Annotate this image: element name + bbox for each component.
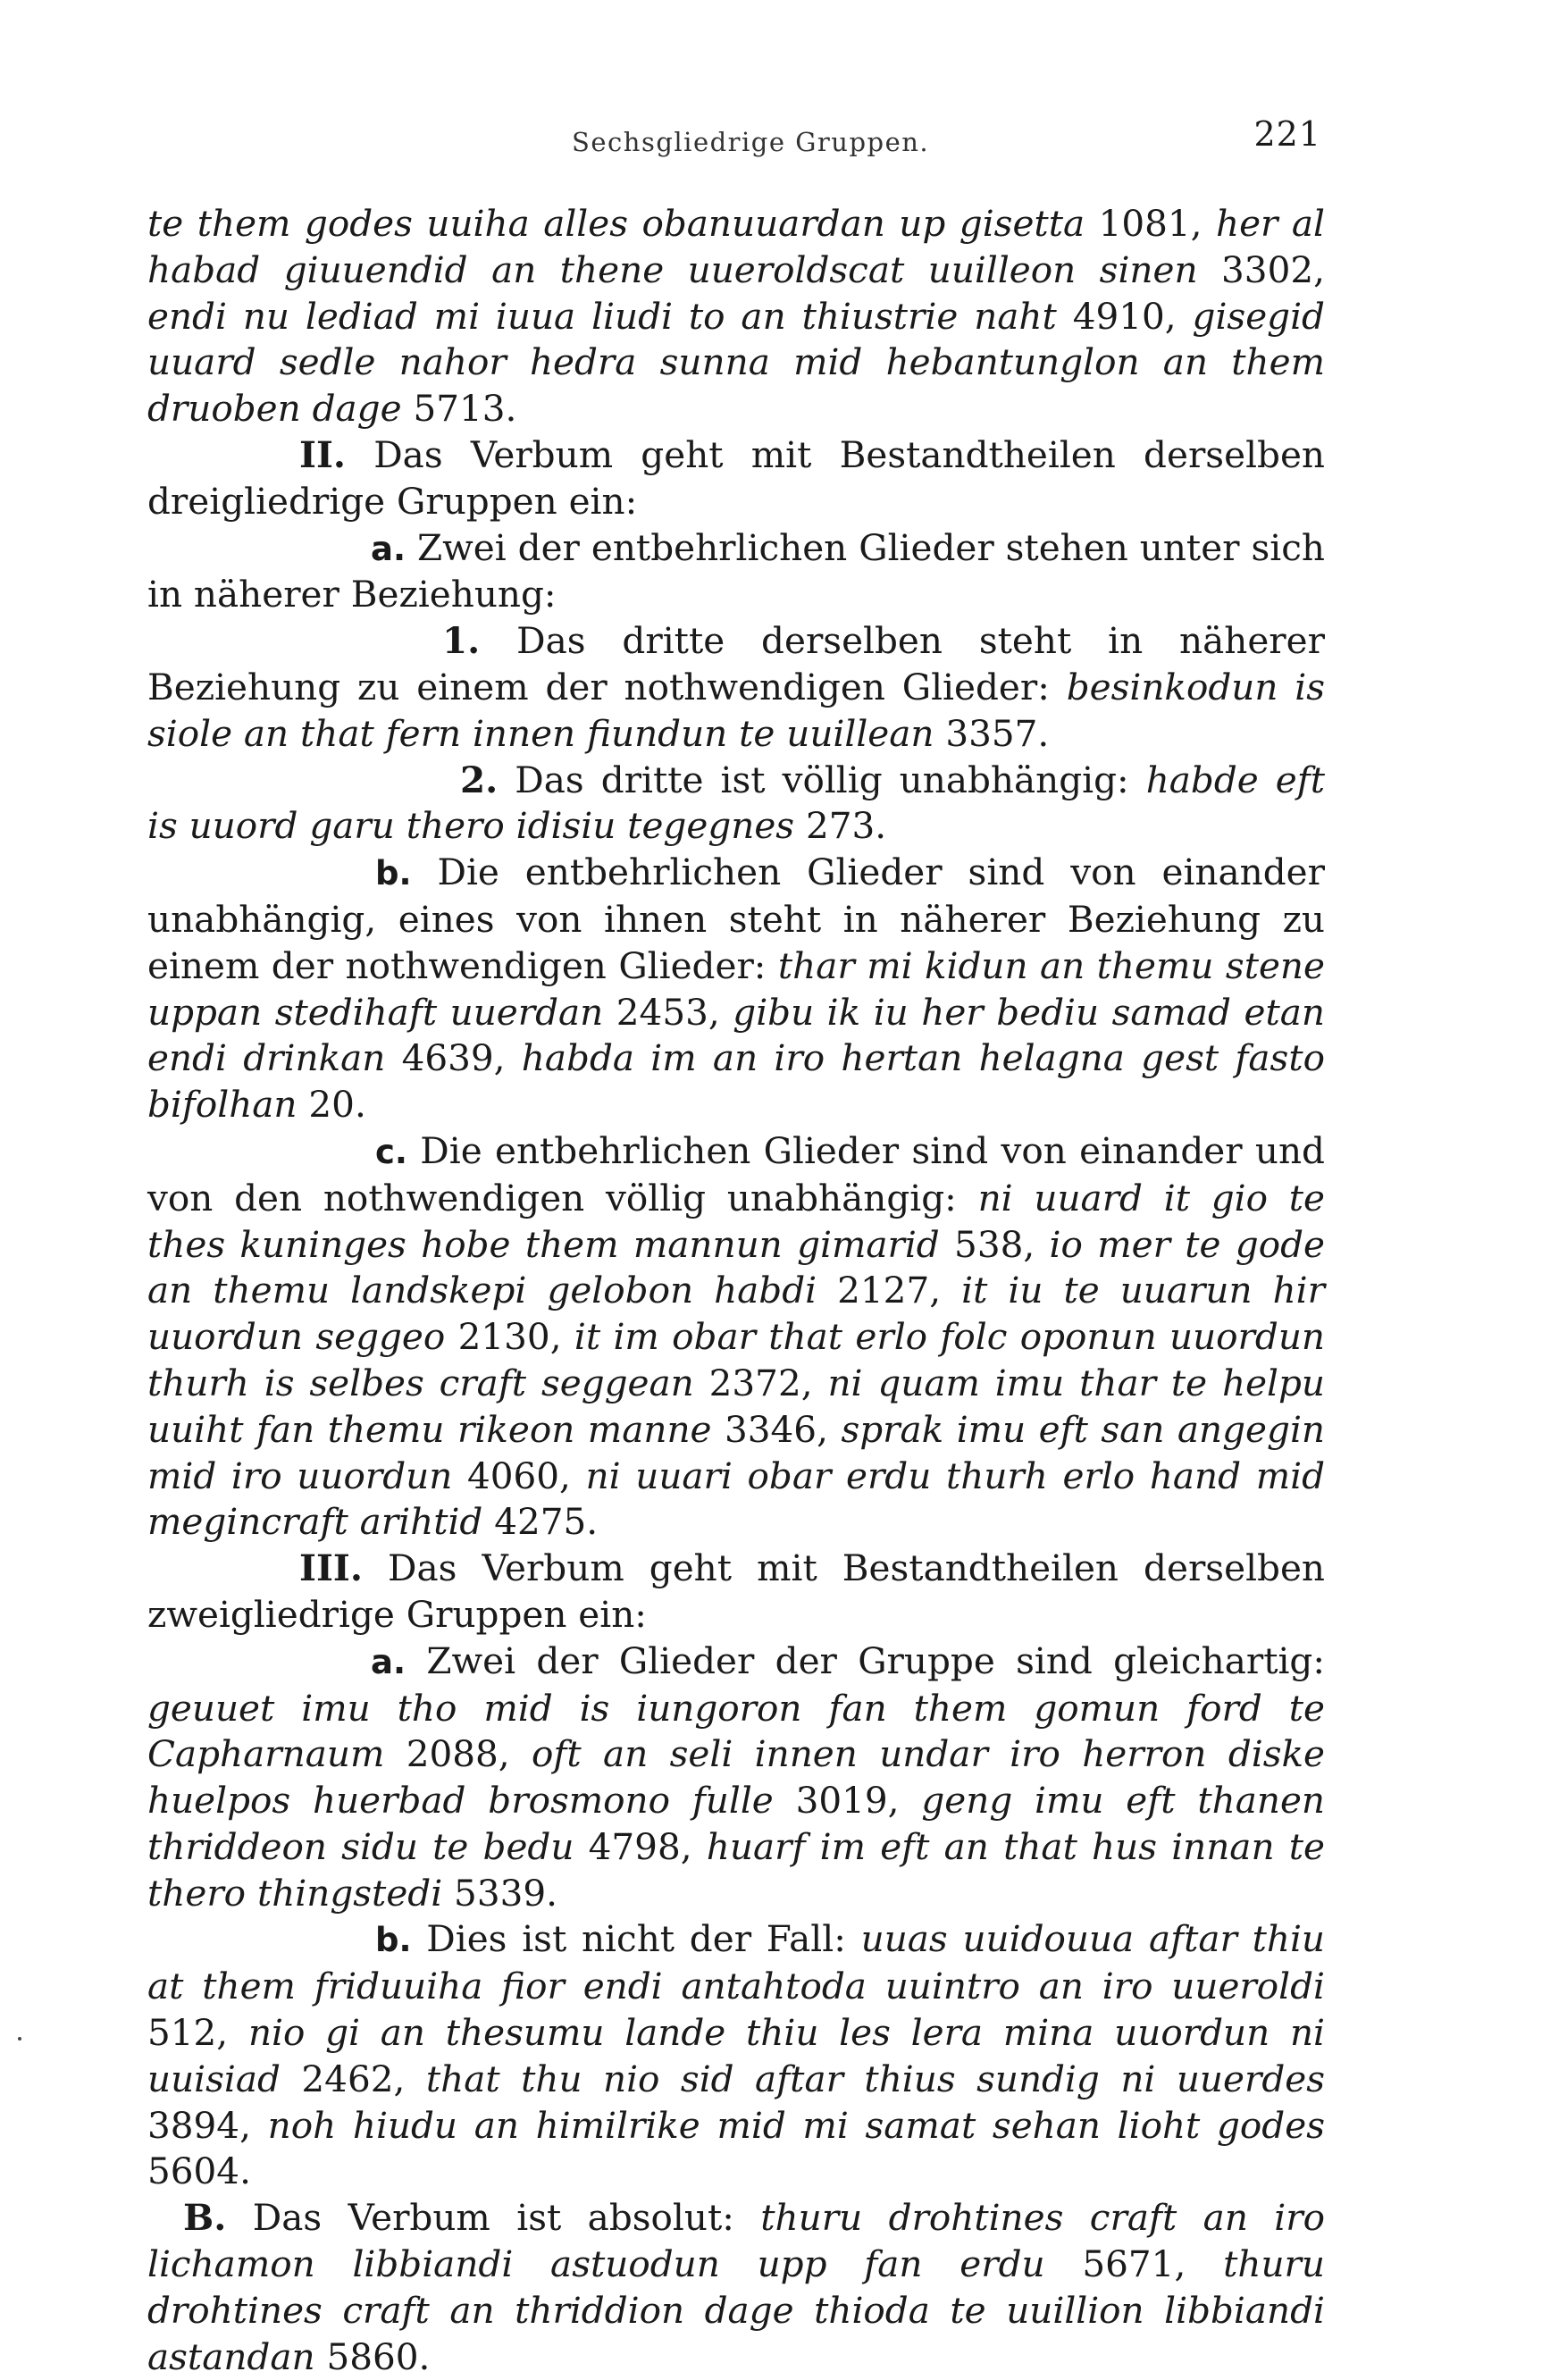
paragraph-continuation: te them godes uuiha alles obanuuardan up gisetta 1081, her al habad giuuendid an thene uueroldscat uuilleon sinen 3302, endi nu lediad mi iuua liudi to an thiustrie naht 4910, gisegid uuard sedle nahor hedra sunna mid hebantunglon an them druoben dage 5713. — [147, 202, 1325, 431]
section-ii-a-1: 1. Das dritte derselben steht in näherer Beziehung zu einem der nothwendigen Glieder: besinkodun is siole an that fern innen fiundun te uuillean 3357. — [147, 619, 1325, 755]
section-b: B. Das Verbum ist absolut: thuru drohtines craft an iro lichamon libbiandi astuodun upp fan erdu 5671, thuru drohtines craft an thriddion dage thioda te uuillion libbiandi astandan 5860. — [147, 2196, 1326, 2378]
section-label: b. — [375, 854, 412, 893]
section-label: a. — [371, 529, 406, 568]
section-label: B. — [183, 2196, 227, 2240]
section-ii-a-2: 2. Das dritte ist völlig unabhängig: habde eft is uuord garu thero idisiu tegegnes 273. — [147, 758, 1325, 848]
section-label: II. — [299, 432, 346, 476]
page-number: 221 — [1253, 114, 1321, 154]
section-label: 1. — [442, 619, 481, 663]
section-label: III. — [299, 1546, 363, 1590]
section-iii: III. Das Verbum geht mit Bestandtheilen derselben zweigliedrige Gruppen ein: — [147, 1546, 1325, 1636]
section-ii-a: a. Zwei der entbehrlichen Glieder stehen unter sich in näherer Beziehung: — [147, 525, 1325, 616]
section-label: a. — [371, 1642, 406, 1681]
page-header — [0, 105, 1567, 159]
section-iii-a: a. Zwei der Glieder der Gruppe sind gleichartig: geuuet imu tho mid is iungoron fan them gomun ford te Capharnaum 2088, oft an seli innen undar iro herron diske huelpos huerbad brosmono fulle 3019, geng imu eft thanen thriddeon sidu te bedu 4798, huarf im eft an that hus innan te thero thingstedi 5339. — [147, 1638, 1325, 1915]
section-ii: II. Das Verbum geht mit Bestandtheilen derselben dreigliedrige Gruppen ein: — [147, 432, 1325, 523]
section-ii-c: c. Die entbehrlichen Glieder sind von einander und von den nothwendigen völlig unabhängig: ni uuard it gio te thes kuninges hobe them mannun gimarid 538, io mer te gode an themu landskepi gelobon habdi 2127, it iu te uuarun hir uuordun seggeo 2130, it im obar that erlo folc oponun uuordun thurh is selbes craft seggean 2372, ni quam imu thar te helpu uuiht fan themu rikeon manne 3346, sprak imu eft san angegin mid iro uuordun 4060, ni uuari obar erdu thurh erlo hand mid megincraft arihtid 4275. — [147, 1128, 1325, 1544]
section-label: c. — [375, 1132, 407, 1171]
margin-speck — [18, 2037, 21, 2041]
section-iii-b: b. Dies ist nicht der Fall: uuas uuidouua aftar thiu at them friduuiha fior endi antahtoda uuintro an iro uueroldi 512, nio gi an thesumu lande thiu les lera mina uuordun ni uuisiad 2462, that thu nio sid aftar thius sundig ni uuerdes 3894, noh hiudu an himilrike mid mi samat sehan lioht godes 5604. — [147, 1917, 1326, 2193]
section-ii-b: b. Die entbehrlichen Glieder sind von einander unabhängig, eines von ihnen steht in näherer Beziehung zu einem der nothwendigen Glieder: thar mi kidun an themu stene uppan stedihaft uuerdan 2453, gibu ik iu her bediu samad etan endi drinkan 4639, habda im an iro hertan helagna gest fasto bifolhan 20. — [147, 851, 1325, 1127]
body-text — [147, 201, 1325, 2380]
running-title: Sechsgliedrige Gruppen. — [572, 127, 930, 157]
section-label: b. — [375, 1921, 412, 1960]
section-label: 2. — [460, 758, 499, 801]
